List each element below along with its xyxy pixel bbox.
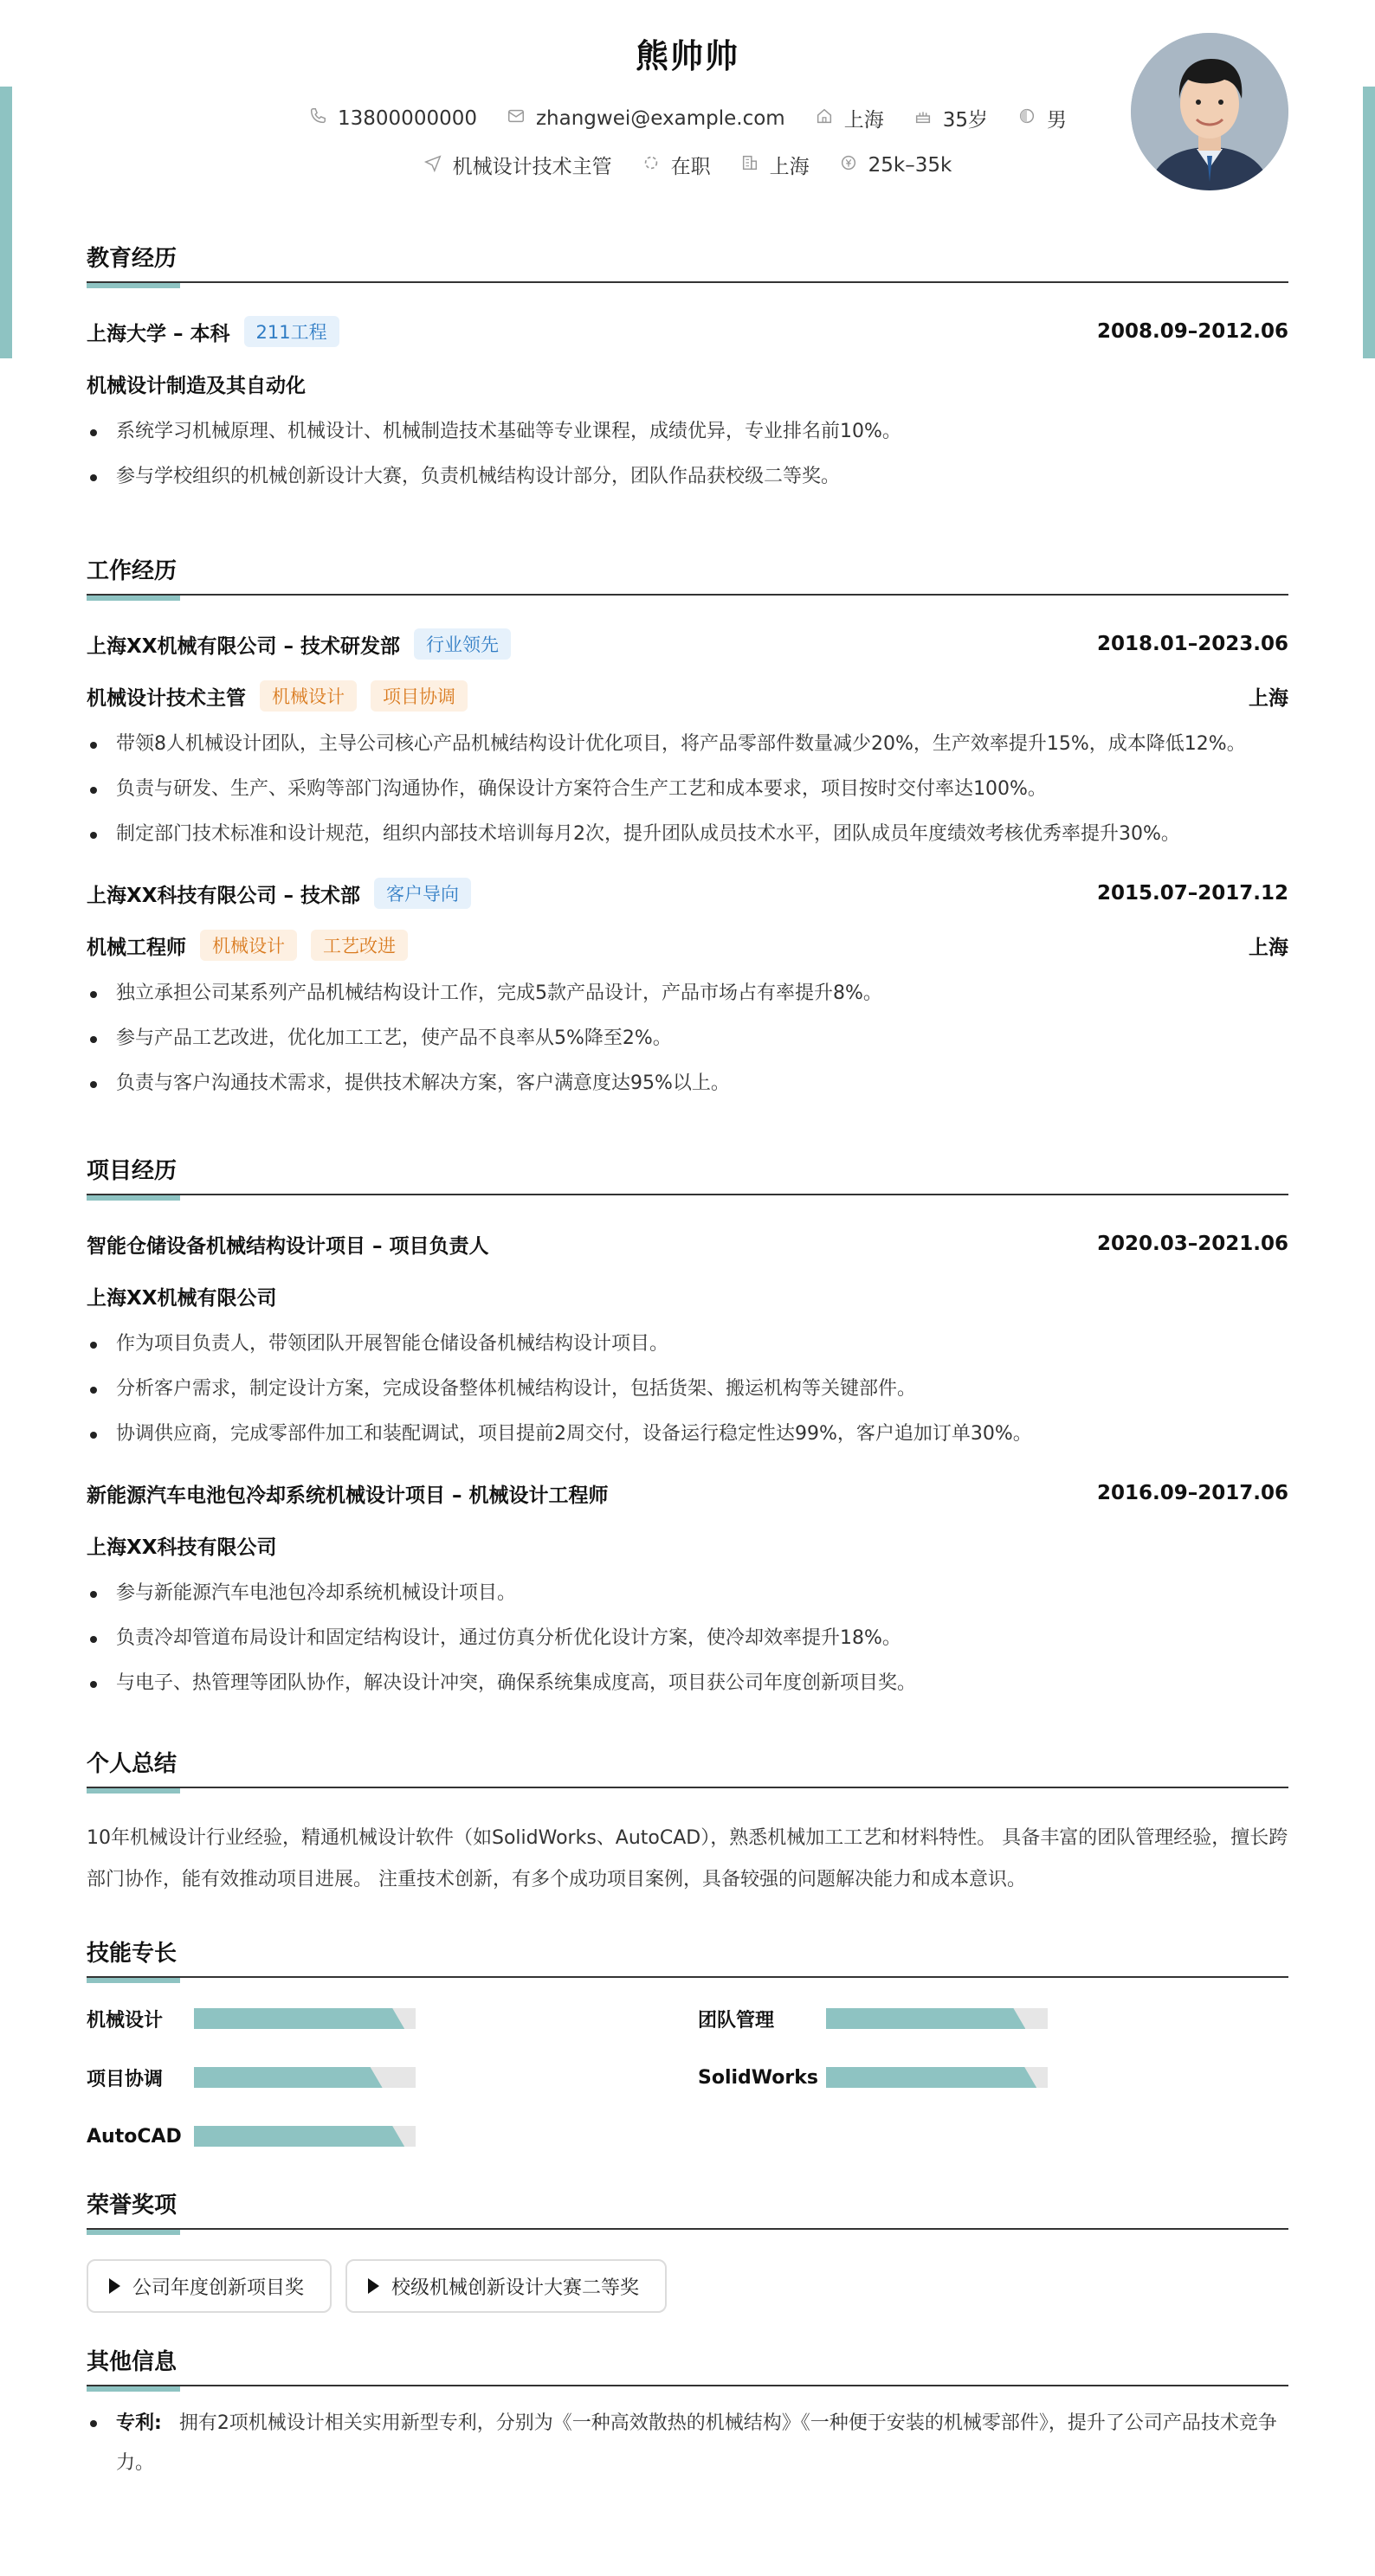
play-icon xyxy=(109,2278,120,2294)
entry-date: 2018.01–2023.06 xyxy=(1096,633,1288,655)
status-text: 在职 xyxy=(670,156,711,178)
building-icon xyxy=(740,153,759,177)
email-text: zhangwei@example.com xyxy=(535,106,785,130)
honor-label: 公司年度创新项目奖 xyxy=(132,2277,305,2299)
email-item xyxy=(507,106,785,131)
avatar xyxy=(1131,33,1288,190)
education-entry xyxy=(87,314,1288,496)
school-tag: 211工程 xyxy=(244,316,339,347)
skill-fill xyxy=(826,2008,1025,2029)
other-section xyxy=(87,2344,1288,2483)
salary-text: 25k–35k xyxy=(868,153,952,177)
skill-name: AutoCAD xyxy=(87,2125,182,2148)
work-section xyxy=(87,553,1288,1103)
skill-fill xyxy=(194,2008,404,2029)
list-item: 与电子、热管理等团队协作，解决设计冲突，确保系统集成度高，项目获公司年度创新项目奖。 xyxy=(87,1665,1288,1703)
role-tag: 机械设计 xyxy=(200,930,297,961)
list-item: 系统学习机械原理、机械设计、机械制造技术基础等专业课程，成绩优异，专业排名前10%。 xyxy=(87,413,1288,451)
entry-city: 上海 xyxy=(1249,936,1288,959)
entry-date: 2020.03–2021.06 xyxy=(1096,1233,1288,1255)
skill-bar xyxy=(194,2126,416,2147)
honor-item xyxy=(87,2259,332,2313)
work-entry xyxy=(87,876,1288,1103)
project-company: 上海XX机械有限公司 xyxy=(87,1286,277,1310)
role-name: 机械工程师 xyxy=(87,936,186,959)
location-item xyxy=(815,104,884,132)
list-item: 协调供应商，完成零部件加工和装配调试，项目提前2周交付，设备运行稳定性达99%，客户追加订单30%。 xyxy=(87,1415,1288,1453)
honors-list xyxy=(87,2259,1288,2313)
right-accent-bar xyxy=(1363,87,1375,358)
phone-icon xyxy=(308,106,327,131)
entry-header xyxy=(87,876,1288,911)
skill-item xyxy=(87,2118,698,2154)
target-city-item xyxy=(740,151,810,179)
coin-icon xyxy=(839,153,858,177)
major-name: 机械设计制造及其自动化 xyxy=(87,374,306,397)
entry-header xyxy=(87,314,1288,349)
entry-subheader xyxy=(87,1278,1288,1313)
skill-bar xyxy=(194,2008,416,2029)
role-tag: 项目协调 xyxy=(371,680,468,712)
phone-item xyxy=(308,106,477,131)
section-title: 工作经历 xyxy=(87,553,1288,596)
target-title-item xyxy=(423,151,612,179)
skill-bar xyxy=(826,2067,1048,2088)
send-icon xyxy=(423,153,442,177)
bullet-list xyxy=(87,413,1288,496)
skill-bar xyxy=(826,2008,1048,2029)
skills-section xyxy=(87,1935,1288,2154)
company-tag: 客户导向 xyxy=(374,878,471,909)
job-intent-row xyxy=(87,151,1288,179)
entry-header xyxy=(87,1476,1288,1510)
project-company: 上海XX科技有限公司 xyxy=(87,1536,277,1559)
bullet-list xyxy=(87,1575,1288,1703)
list-item: 参与学校组织的机械创新设计大赛，负责机械结构设计部分，团队作品获校级二等奖。 xyxy=(87,458,1288,496)
age-item xyxy=(913,104,988,132)
left-accent-bar xyxy=(0,87,12,358)
skill-bar xyxy=(194,2067,416,2088)
salary-item xyxy=(839,153,952,177)
summary-section xyxy=(87,1746,1288,1901)
list-item: 作为项目负责人，带领团队开展智能仓储设备机械结构设计项目。 xyxy=(87,1325,1288,1363)
list-item: 负责冷却管道布局设计和固定结构设计，通过仿真分析优化设计方案，使冷却效率提升18%。 xyxy=(87,1620,1288,1658)
list-item: 制定部门技术标准和设计规范，组织内部技术培训每月2次，提升团队成员技术水平，团队成员年度绩效考核优秀率提升30%。 xyxy=(87,815,1288,853)
entry-header xyxy=(87,627,1288,661)
other-label: 专利: xyxy=(116,2412,162,2434)
status-item xyxy=(642,151,711,179)
skill-item xyxy=(698,2000,1288,2037)
bullet-list xyxy=(87,725,1288,853)
honor-label: 校级机械创新设计大赛二等奖 xyxy=(391,2277,640,2299)
resume-page xyxy=(87,0,1288,2483)
section-title: 项目经历 xyxy=(87,1153,1288,1195)
list-item: 负责与研发、生产、采购等部门沟通协作，确保设计方案符合生产工艺和成本要求，项目按时交付率达100%。 xyxy=(87,770,1288,808)
honors-section xyxy=(87,2187,1288,2313)
entry-header xyxy=(87,1227,1288,1261)
list-item: 分析客户需求，制定设计方案，完成设备整体机械结构设计，包括货架、搬运机构等关键部件。 xyxy=(87,1370,1288,1408)
list-item xyxy=(87,2404,1288,2483)
age-text: 35岁 xyxy=(942,109,988,132)
contact-row xyxy=(87,104,1288,132)
work-entry xyxy=(87,627,1288,853)
status-icon xyxy=(642,153,661,177)
other-list xyxy=(87,2404,1288,2483)
section-title: 教育经历 xyxy=(87,241,1288,283)
skill-fill xyxy=(194,2067,383,2088)
bullet-list xyxy=(87,1325,1288,1453)
entry-subheader xyxy=(87,366,1288,401)
phone-text: 13800000000 xyxy=(338,106,477,130)
mail-icon xyxy=(507,106,526,131)
skill-item xyxy=(87,2000,698,2037)
candidate-name: 熊帅帅 xyxy=(635,37,739,75)
projects-section xyxy=(87,1153,1288,1703)
entry-subheader xyxy=(87,928,1288,963)
company-tag: 行业领先 xyxy=(414,628,511,660)
project-entry xyxy=(87,1227,1288,1453)
skill-item xyxy=(87,2059,698,2096)
skill-item xyxy=(698,2059,1288,2096)
gender-icon xyxy=(1017,106,1036,131)
target-title-text: 机械设计技术主管 xyxy=(452,156,612,178)
company-name: 上海XX机械有限公司 – 技术研发部 xyxy=(87,634,400,658)
skill-name: 项目协调 xyxy=(87,2068,164,2090)
entry-date: 2015.07–2017.12 xyxy=(1096,882,1288,905)
honor-item xyxy=(345,2259,667,2313)
bullet-list xyxy=(87,975,1288,1103)
skill-fill xyxy=(826,2067,1036,2088)
project-name: 智能仓储设备机械结构设计项目 – 项目负责人 xyxy=(87,1234,489,1258)
gender-text: 男 xyxy=(1046,109,1067,132)
list-item: 参与产品工艺改进，优化加工工艺，使产品不良率从5%降至2%。 xyxy=(87,1020,1288,1058)
education-section xyxy=(87,241,1288,496)
section-title: 个人总结 xyxy=(87,1746,1288,1788)
role-tag: 机械设计 xyxy=(260,680,357,712)
entry-subheader xyxy=(87,1528,1288,1562)
skill-name: 机械设计 xyxy=(87,2009,164,2032)
target-city-text: 上海 xyxy=(769,156,810,178)
skill-name: SolidWorks xyxy=(698,2066,818,2089)
role-tag: 工艺改进 xyxy=(311,930,408,961)
cake-icon xyxy=(913,106,933,131)
skill-name: 团队管理 xyxy=(698,2009,775,2032)
other-text: 拥有2项机械设计相关实用新型专利，分别为《一种高效散热的机械结构》《一种便于安装的机械零部件》，提升了公司产品技术竞争力。 xyxy=(116,2412,1277,2474)
list-item: 带领8人机械设计团队，主导公司核心产品机械结构设计优化项目，将产品零部件数量减少20%，生产效率提升15%，成本降低12%。 xyxy=(87,725,1288,763)
skill-fill xyxy=(194,2126,404,2147)
company-name: 上海XX科技有限公司 – 技术部 xyxy=(87,884,360,907)
role-name: 机械设计技术主管 xyxy=(87,686,246,710)
list-item: 负责与客户沟通技术需求，提供技术解决方案，客户满意度达95%以上。 xyxy=(87,1065,1288,1103)
entry-city: 上海 xyxy=(1249,686,1288,710)
play-icon xyxy=(368,2278,379,2294)
summary-text: 10年机械设计行业经验，精通机械设计软件（如SolidWorks、AutoCAD），熟悉机械加工工艺和材料特性。 具备丰富的团队管理经验，擅长跨部门协作，能有效推动项目进展。 注重技术创新，有多个成功项目案例，具备较强的问题解决能力和成本意识。 xyxy=(87,1827,1288,1890)
skills-grid xyxy=(87,2000,1288,2154)
school-name: 上海大学 – 本科 xyxy=(87,322,230,345)
entry-date: 2008.09–2012.06 xyxy=(1096,320,1288,343)
resume-header xyxy=(87,0,1288,216)
project-entry xyxy=(87,1476,1288,1703)
section-title: 荣誉奖项 xyxy=(87,2187,1288,2230)
entry-subheader xyxy=(87,679,1288,713)
entry-date: 2016.09–2017.06 xyxy=(1096,1482,1288,1504)
home-icon xyxy=(815,106,834,131)
gender-item xyxy=(1017,104,1067,132)
location-text: 上海 xyxy=(843,109,884,132)
section-title: 技能专长 xyxy=(87,1935,1288,1978)
list-item: 参与新能源汽车电池包冷却系统机械设计项目。 xyxy=(87,1575,1288,1613)
project-name: 新能源汽车电池包冷却系统机械设计项目 – 机械设计工程师 xyxy=(87,1484,609,1507)
section-title: 其他信息 xyxy=(87,2344,1288,2386)
list-item: 独立承担公司某系列产品机械结构设计工作，完成5款产品设计，产品市场占有率提升8%。 xyxy=(87,975,1288,1013)
